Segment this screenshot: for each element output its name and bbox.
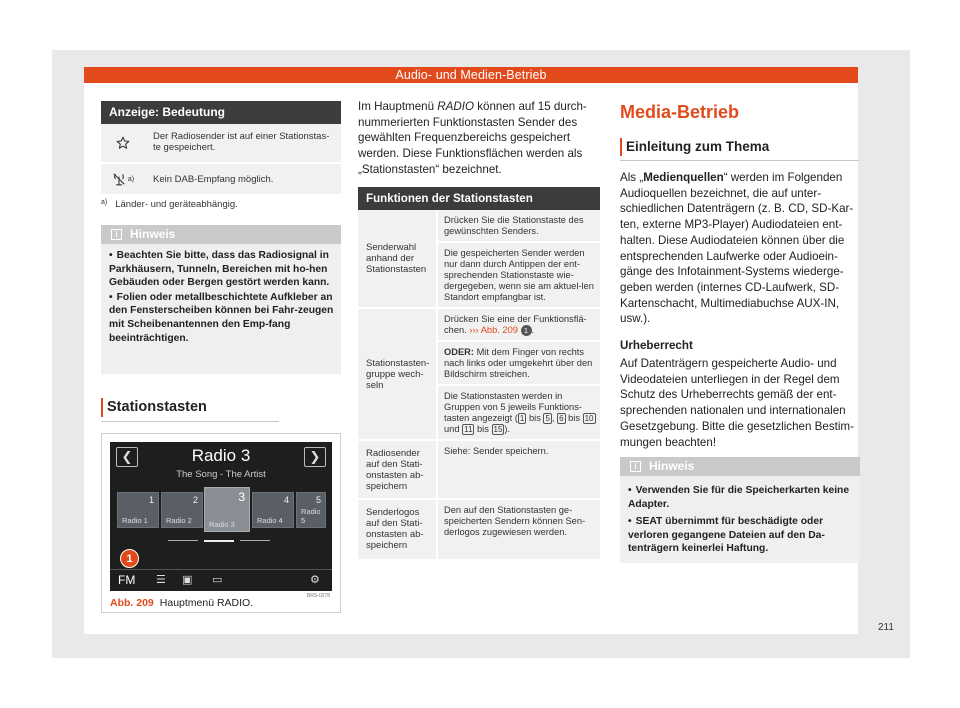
table-row	[358, 500, 600, 561]
radio-bottom-bar	[110, 569, 332, 591]
list-item: • Beachten Sie bitte, dass das Radiosignal in Parkhäusern, Tunneln, Bereichen mit ho-hen Gebäuden oder Bergen gestört werden kann.	[109, 250, 330, 289]
row-cell: Den auf den Stationstasten ge-speicherten Sendern können Sen-derlogos zugewiesen werden.	[436, 500, 600, 559]
table-row	[358, 441, 600, 500]
row-cell: Drücken Sie eine der Funktionsflä-chen. ››› Abb. 209 1 .	[436, 309, 600, 340]
figure-tag: BRS-0278	[306, 593, 330, 599]
radio-icon: ▣	[182, 574, 193, 586]
page-number: 211	[878, 622, 894, 633]
preset-button: 5 Radio 5	[296, 492, 326, 528]
footnote	[101, 199, 341, 210]
preset-button: 2 Radio 2	[161, 492, 203, 528]
hint-label: Hinweis	[130, 227, 176, 241]
station-logo-icon: ▭	[212, 574, 223, 586]
gear-icon: ⚙	[310, 574, 320, 586]
display-table-heading: Anzeige: Bedeutung	[101, 101, 341, 124]
figure-reference[interactable]: ››› Abb. 209	[469, 325, 518, 335]
page-indicator	[168, 540, 198, 541]
table-row	[101, 124, 341, 164]
row-cell: Die Stationstasten werden in Gruppen von 5 jeweils Funktions-tasten angezeigt ( 1 bis 5 , 6 bis 10 und 11 bis 15 ).	[436, 384, 600, 439]
list-item: • SEAT übernimmt für beschädigte oder verloren gegangene Dateien auf den Da-tenträgern keinerlei Haftung.	[628, 516, 825, 555]
copyright-heading: Urheberrecht	[620, 339, 693, 352]
hint-header	[101, 225, 341, 244]
row-label: Senderwahl anhand der Stationstasten	[358, 210, 436, 307]
info-icon: i	[630, 461, 641, 472]
hint-body	[620, 476, 860, 556]
preset-button: 1 Radio 1	[117, 492, 159, 528]
page-indicator	[240, 540, 270, 541]
section-title: Stationstasten	[107, 399, 207, 415]
hint-header	[620, 457, 860, 476]
callout-marker: 1	[120, 549, 139, 568]
footnote-text: Länder- und geräteabhängig.	[115, 199, 238, 210]
hint-body	[101, 244, 341, 345]
page-indicator-active	[204, 540, 234, 542]
no-dab-antenna-icon	[101, 164, 145, 194]
section-rule	[101, 421, 279, 422]
row-text: Kein DAB-Empfang möglich.	[153, 174, 274, 185]
list-item: • Verwenden Sie für die Speicherkarten keine Adapter.	[628, 485, 850, 510]
table-row	[358, 210, 600, 309]
functions-table	[358, 187, 600, 561]
row-cell: Die gespeicherten Sender werden nur dann durch Antippen der ent-sprechenden Stationstaste wie-dergegeben, wenn sie am aktuel-len Standort empfangbar ist.	[436, 241, 600, 307]
list-item: • Folien oder metallbeschichtete Aufkleber an den Fensterscheiben können bei Fahr-zeugen mit Scheibenantennen den Emp-fang beeinträchtigen.	[109, 291, 334, 344]
functions-table-heading: Funktionen der Stationstasten	[358, 187, 600, 210]
figure	[101, 433, 341, 613]
station-name: Radio 3	[191, 446, 251, 465]
copyright-paragraph: Auf Datenträgern gespeicherte Audio- und Videodateien unterliegen in der Regel dem Schutz des Urheberrechts gemäß der ent-sprechenden nationalen und internationalen Gesetzgebung. Bitte die gesetzlichen Bestim-mungen beachten!	[620, 357, 854, 449]
table-row	[358, 309, 600, 441]
preset-row	[115, 487, 327, 534]
hint-box	[620, 457, 860, 563]
display-table	[101, 101, 341, 196]
info-icon: i	[111, 229, 122, 240]
list-icon: ☰	[156, 574, 166, 586]
chevron-left-icon: ❮	[116, 447, 138, 467]
caption-text: Hauptmenü RADIO.	[159, 597, 254, 609]
section-rule	[620, 160, 859, 161]
radio-screen	[110, 442, 332, 591]
band-label: FM	[118, 573, 136, 587]
row-label: Radiosender auf den Stati-onstasten ab-speichern	[358, 441, 436, 498]
media-paragraph: Als „Medienquellen“ werden im Folgenden Audioquellen bezeichnet, die auf unter-schiedlichen Datenträgern (z. B. CD, SD-Kar-ten, externe MP3-Player) Audiodateien ent-halten. Diese Audiodateien können über die entsprechenden Laufwerke oder Audioein-gänge des Infotainment-Systems wiederge-geben werden (internes CD-Laufwerk, SD-Kartenschacht, Multimediabuchse AUX-IN, usw.).	[620, 171, 854, 326]
table-row	[101, 164, 341, 196]
chapter-header: Audio- und Medien-Betrieb	[84, 67, 858, 83]
intro-paragraph: Im Hauptmenü RADIO können auf 15 durch-nummerierten Funktionstasten Sender des gewählten Frequenzbereichs gespeichert werden. Diese Funktionsflächen werden als „Stationstasten“ bezeichnet.	[358, 100, 587, 176]
preset-button-selected: 3 Radio 3	[204, 487, 250, 532]
media-subtitle: Einleitung zum Thema	[626, 139, 770, 154]
row-label: Stationstasten-gruppe wech-seln	[358, 309, 436, 439]
figure-caption	[110, 597, 253, 609]
row-cell: Siehe: Sender speichern.	[436, 441, 600, 498]
preset-button: 4 Radio 4	[252, 492, 294, 528]
song-info: The Song - The Artist	[176, 469, 266, 480]
row-cell: ODER: Mit dem Finger von rechts nach links oder umgekehrt über den Bildschirm streichen.	[436, 340, 600, 384]
chevron-right-icon: ❯	[304, 447, 326, 467]
row-text: Der Radiosender ist auf einer Stationstas-te gespeichert.	[153, 131, 330, 153]
star-icon	[101, 124, 145, 162]
row-label: Senderlogos auf den Stati-onstasten ab-speichern	[358, 500, 436, 559]
footnote-ref: a)	[127, 175, 135, 183]
row-cell: Drücken Sie die Stationstaste des gewünschten Senders.	[436, 210, 600, 241]
hint-label: Hinweis	[649, 459, 695, 473]
figure-number: Abb. 209	[110, 597, 154, 609]
media-title: Media-Betrieb	[620, 102, 740, 122]
footnote-marker: a)	[101, 199, 108, 206]
callout-ref: 1	[521, 325, 532, 336]
hint-box	[101, 225, 341, 374]
